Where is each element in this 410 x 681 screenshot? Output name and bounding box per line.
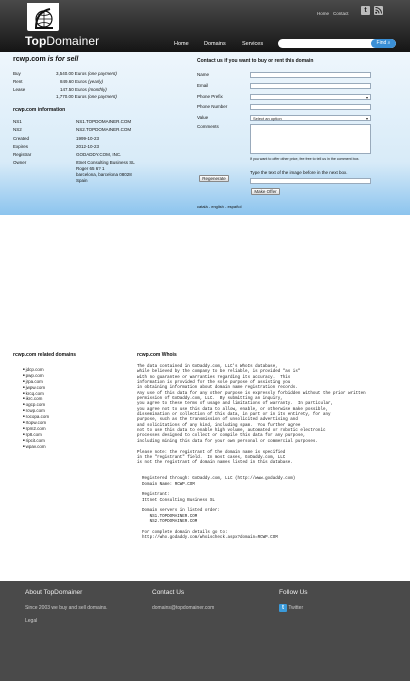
related-title: rcwp.com related domains bbox=[13, 352, 77, 358]
price-value: 1,770.00 Euros (one payment) bbox=[56, 94, 117, 99]
value-select[interactable]: Select an option ▾ bbox=[250, 115, 371, 121]
top-links bbox=[317, 11, 353, 16]
price-hint: If you want to offer other price, fee free to tell us in the comment box. bbox=[250, 157, 360, 161]
captcha-input[interactable] bbox=[250, 178, 371, 184]
field-label: Phone Prefix bbox=[197, 94, 223, 99]
top-link-home[interactable]: Home bbox=[317, 11, 330, 16]
list-item[interactable]: ■ ogcp.com bbox=[23, 402, 49, 408]
info-label: Expires bbox=[13, 144, 29, 149]
info-label: NS1 bbox=[13, 119, 22, 124]
globe-logo-icon[interactable] bbox=[27, 3, 59, 31]
owner-address-line: barcelona, barcelona 08028 bbox=[76, 172, 132, 177]
field-label: Name bbox=[197, 72, 210, 77]
info-value: NS2.TOPDOMAINER.COM bbox=[76, 127, 132, 132]
related-list bbox=[23, 367, 49, 449]
info-value: 1999-10-23 bbox=[76, 136, 100, 141]
list-item[interactable]: ■ pwp.com bbox=[23, 373, 49, 379]
nav-domains[interactable]: Domains bbox=[204, 41, 226, 47]
phone-number-input[interactable] bbox=[250, 104, 371, 110]
price-label: Buy bbox=[13, 71, 21, 76]
footer-contact-email[interactable]: domains@topdomainer.com bbox=[152, 605, 215, 611]
price-value: 3,540.00 Euros (one payment) bbox=[56, 71, 117, 76]
search-bar bbox=[278, 39, 396, 48]
list-item[interactable]: ■ ripcit.com bbox=[23, 438, 49, 444]
footer-about-title: About TopDomainer bbox=[25, 589, 83, 596]
list-item[interactable]: ■ ikrc.com bbox=[23, 396, 49, 402]
list-item[interactable]: ■ jrpa.com bbox=[23, 379, 49, 385]
language-links[interactable]: català - english - español bbox=[197, 204, 242, 209]
list-item[interactable]: ■ rp8.com bbox=[23, 432, 49, 438]
list-item[interactable]: ■ jwpw.com bbox=[23, 385, 49, 391]
page-title: rcwp.com is for sell bbox=[13, 56, 79, 63]
comments-textarea[interactable] bbox=[250, 124, 371, 154]
list-item[interactable]: ■ krcq.com bbox=[23, 391, 49, 397]
info-label: Owner bbox=[13, 160, 27, 165]
owner-address-line: Spain bbox=[76, 178, 88, 183]
footer-about-text: Since 2003 we buy and sell domains. bbox=[25, 605, 108, 611]
twitter-icon: t bbox=[279, 604, 287, 612]
list-item[interactable]: ■ wpav.com bbox=[23, 444, 49, 450]
site-header bbox=[0, 0, 410, 52]
twitter-icon[interactable]: t bbox=[361, 6, 370, 15]
top-link-contact[interactable]: Contact bbox=[333, 11, 349, 16]
regenerate-button[interactable]: Regenerate bbox=[199, 175, 229, 182]
footer-legal-link[interactable]: Legal bbox=[25, 618, 38, 624]
whois-text: The data contained in GoDaddy.com, LLC's WhoIs database, while believed by the company to be reliable, is provided "as is" with no guarantee or warranties regarding its accuracy. This information is provided for the sole purpose of assisting you in obtaining information about domain name registration records. Any use of this data for any other purpose is expressly forbidden without the prior written permission of GoDaddy.com, LLC. By submitting an inquiry, you agree to these terms of usage and limitations of warranty. In particular, you agree not to use this data to allow, enable, or otherwise make possible, dissemination or collection of this data, in part or in its entirety, for any purpose, such as the transmission of unsolicited advertising and and solicitations of any kind, including spam. You further agree not to use this data to enable high volume, automated or robotic electronic processes designed to collect or compile this data for any purpose, including mining this data for your own personal or commercial purposes. Please note: the registrant of the domain name is specified in the "registrant" field. In most cases, GoDaddy.com, LLC is not the registrant of domain names listed in this database. Registered through: GoDaddy.com, LLC (http://www.godaddy.com) Domain Name: RCWP.COM Registrant: Ittnet Consulting Business SL Domain servers in listed order: NS1.TOPDOMAINER.COM NS2.TOPDOMAINER.COM For complete domain details go to: http://who.godaddy.com/whoischeck.aspx?domain=RCWP.COM bbox=[137, 365, 366, 540]
site-footer bbox=[0, 581, 410, 681]
email-input[interactable] bbox=[250, 83, 371, 89]
footer-twitter-link[interactable]: t Twitter bbox=[279, 604, 303, 612]
nav-home[interactable]: Home bbox=[174, 41, 189, 47]
search-input[interactable] bbox=[278, 39, 370, 48]
info-title: rcwp.com information bbox=[13, 107, 66, 113]
make-offer-button[interactable]: Make Offer bbox=[251, 188, 280, 195]
find-button[interactable]: Find ⌕ bbox=[371, 39, 396, 48]
captcha-label: Type the text of the image before in the next box. bbox=[250, 170, 348, 175]
info-value: NS1.TOPDOMAINER.COM bbox=[76, 119, 132, 124]
footer-contact-title: Contact Us bbox=[152, 589, 185, 596]
info-value: 2012-10-23 bbox=[76, 144, 100, 149]
list-item[interactable]: ■ jdcp.com bbox=[23, 367, 49, 373]
phone-prefix-select[interactable] bbox=[250, 94, 371, 100]
price-value: 147.50 Euros (monthly) bbox=[60, 87, 107, 92]
list-item[interactable]: ■ rcwp.com bbox=[23, 408, 49, 414]
price-value: 849.60 Euros (yearly) bbox=[60, 79, 104, 84]
field-label: Email bbox=[197, 83, 209, 88]
field-label: Comments bbox=[197, 124, 219, 129]
list-item[interactable]: ■ rtopw.com bbox=[23, 420, 49, 426]
field-label: Value bbox=[197, 115, 209, 120]
search-icon: ⌕ bbox=[387, 40, 391, 46]
owner-address-line: Roger 65 6? 1 bbox=[76, 166, 105, 171]
info-value: Ittnet Consulting Business SL bbox=[76, 160, 135, 165]
nav-services[interactable]: Services bbox=[242, 41, 264, 47]
info-value: GODADDY.COM, INC. bbox=[76, 152, 122, 157]
rss-icon[interactable] bbox=[374, 6, 383, 15]
info-label: Created bbox=[13, 136, 30, 141]
name-input[interactable] bbox=[250, 72, 371, 78]
price-label: Rent bbox=[13, 79, 23, 84]
field-label: Phone Number bbox=[197, 104, 228, 109]
info-label: NS2 bbox=[13, 127, 22, 132]
contact-form-title: Contact us if you want to buy or rent this domain bbox=[197, 58, 314, 64]
list-item[interactable]: ■ rocopa.com bbox=[23, 414, 49, 420]
brand-logo-text[interactable]: TopDomainer bbox=[25, 34, 100, 48]
footer-follow-title: Follow Us bbox=[279, 589, 308, 596]
list-item[interactable]: ■ rpm2.com bbox=[23, 426, 49, 432]
whois-title: rcwp.com Whois bbox=[137, 352, 177, 358]
info-label: Registrar bbox=[13, 152, 32, 157]
price-label: Lease bbox=[13, 87, 26, 92]
